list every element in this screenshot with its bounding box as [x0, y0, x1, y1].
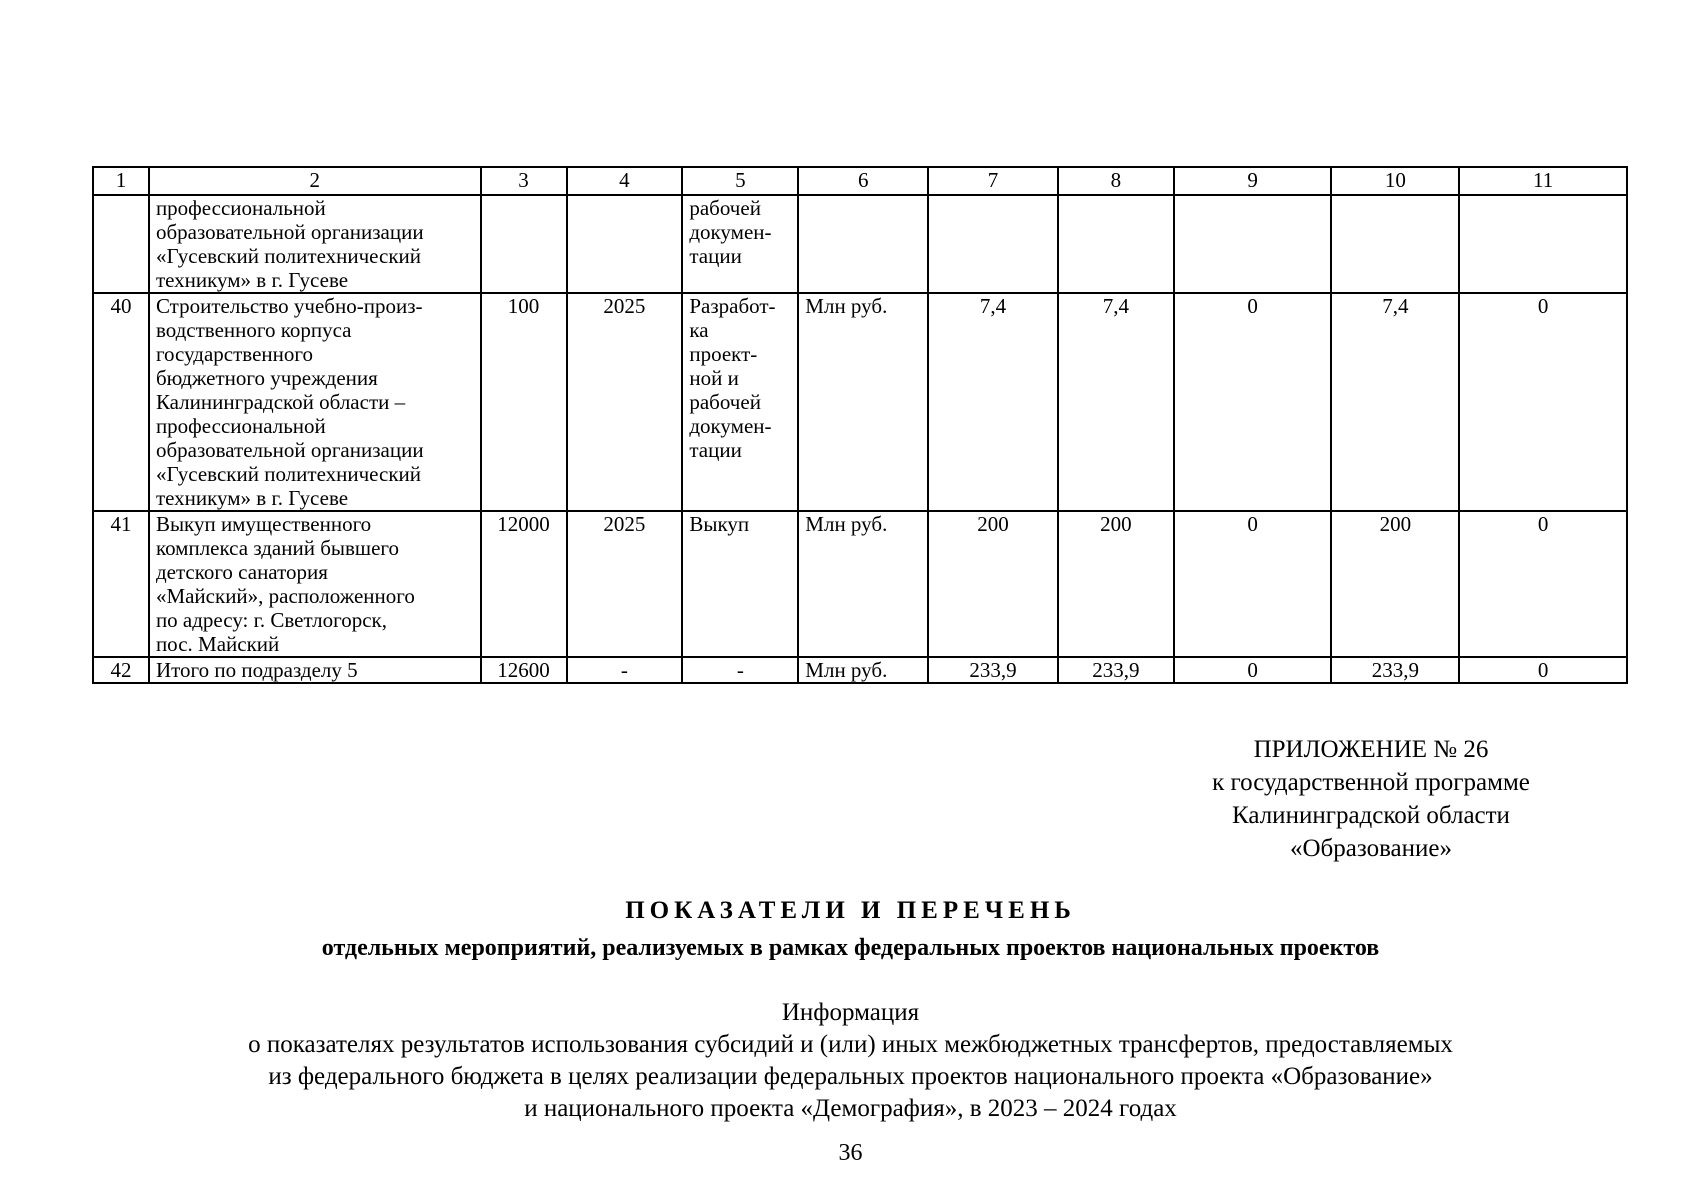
- row-number: 42: [93, 657, 149, 683]
- cell-col3: 100: [481, 293, 567, 511]
- row-number: [93, 195, 149, 293]
- cell-col11: 0: [1459, 657, 1627, 683]
- cell-col5: -: [682, 657, 798, 683]
- col-header: 4: [567, 167, 683, 195]
- cell-col9: [1174, 195, 1332, 293]
- col-header: 10: [1331, 167, 1459, 195]
- appendix-line: «Образование»: [1289, 835, 1453, 862]
- col-header: 5: [682, 167, 798, 195]
- cell-col6: Млн руб.: [798, 293, 928, 511]
- table-row: [93, 195, 1627, 293]
- row-name: Выкуп имущественного комплекса зданий бывшего детского санатория «Майский», расположенного по адресу: г. Светлогорск, пос. Майский: [149, 511, 481, 657]
- table-row: [93, 657, 1627, 683]
- cell-col11: 0: [1459, 511, 1627, 657]
- document-subtitle: отдельных мероприятий, реализуемых в рамках федеральных проектов национальных проектов: [321, 935, 1380, 961]
- col-header: 3: [481, 167, 567, 195]
- col-header: 1: [93, 167, 149, 195]
- page-number: 36: [838, 1140, 863, 1166]
- cell-col4: -: [567, 657, 683, 683]
- cell-col8: 233,9: [1058, 657, 1174, 683]
- cell-col7: 7,4: [928, 293, 1058, 511]
- appendix-block: [1161, 733, 1581, 865]
- row-number: 40: [93, 293, 149, 511]
- cell-col4: 2025: [567, 293, 683, 511]
- cell-col5: рабочей докумен- тации: [682, 195, 798, 293]
- col-header: 2: [149, 167, 481, 195]
- cell-col3: 12000: [481, 511, 567, 657]
- cell-col8: 7,4: [1058, 293, 1174, 511]
- row-name: профессиональной образовательной организации «Гусевский политехнический техникум» в г. Гусеве: [149, 195, 481, 293]
- appendix-number: ПРИЛОЖЕНИЕ № 26: [1253, 736, 1489, 763]
- cell-col3: [481, 195, 567, 293]
- info-line: из федерального бюджета в целях реализации федеральных проектов национального проекта «Образование»: [268, 1063, 1433, 1090]
- cell-col9: 0: [1174, 511, 1332, 657]
- cell-col7: 200: [928, 511, 1058, 657]
- table-row: [93, 293, 1627, 511]
- cell-col9: 0: [1174, 657, 1332, 683]
- cell-col3: 12600: [481, 657, 567, 683]
- data-table: [92, 166, 1628, 684]
- cell-col9: 0: [1174, 293, 1332, 511]
- cell-col11: 0: [1459, 293, 1627, 511]
- cell-col6: [798, 195, 928, 293]
- table-row: [93, 511, 1627, 657]
- col-header: 8: [1058, 167, 1174, 195]
- cell-col8: 200: [1058, 511, 1174, 657]
- col-header: 7: [928, 167, 1058, 195]
- row-name: Итого по подразделу 5: [149, 657, 481, 683]
- cell-col10: 233,9: [1331, 657, 1459, 683]
- info-heading: Информация: [781, 999, 920, 1026]
- header-row: [93, 167, 1627, 195]
- cell-col6: Млн руб.: [798, 657, 928, 683]
- row-number: 41: [93, 511, 149, 657]
- row-name: Строительство учебно-произ- водственного корпуса государственного бюджетного учреждения Калининградской области – профессиональной образовательной организации «Гусевский политехнический техникум» в г. Гусеве: [149, 293, 481, 511]
- cell-col10: 200: [1331, 511, 1459, 657]
- cell-col4: 2025: [567, 511, 683, 657]
- col-header: 6: [798, 167, 928, 195]
- info-line: и национального проекта «Демография», в 2023 – 2024 годах: [524, 1095, 1177, 1122]
- cell-col11: [1459, 195, 1627, 293]
- cell-col10: [1331, 195, 1459, 293]
- cell-col4: [567, 195, 683, 293]
- cell-col10: 7,4: [1331, 293, 1459, 511]
- col-header: 9: [1174, 167, 1332, 195]
- info-line: о показателях результатов использования субсидий и (или) иных межбюджетных трансфертов, предоставляемых: [248, 1031, 1453, 1058]
- cell-col7: 233,9: [928, 657, 1058, 683]
- cell-col7: [928, 195, 1058, 293]
- document-title: ПОКАЗАТЕЛИ И ПЕРЕЧЕНЬ: [625, 897, 1076, 924]
- cell-col8: [1058, 195, 1174, 293]
- info-block: [0, 997, 1701, 1125]
- appendix-line: Калининградской области: [1232, 802, 1510, 829]
- cell-col5: Разработ- ка проект- ной и рабочей докумен- тации: [682, 293, 798, 511]
- cell-col6: Млн руб.: [798, 511, 928, 657]
- appendix-line: к государственной программе: [1212, 769, 1530, 796]
- cell-col5: Выкуп: [682, 511, 798, 657]
- col-header: 11: [1459, 167, 1627, 195]
